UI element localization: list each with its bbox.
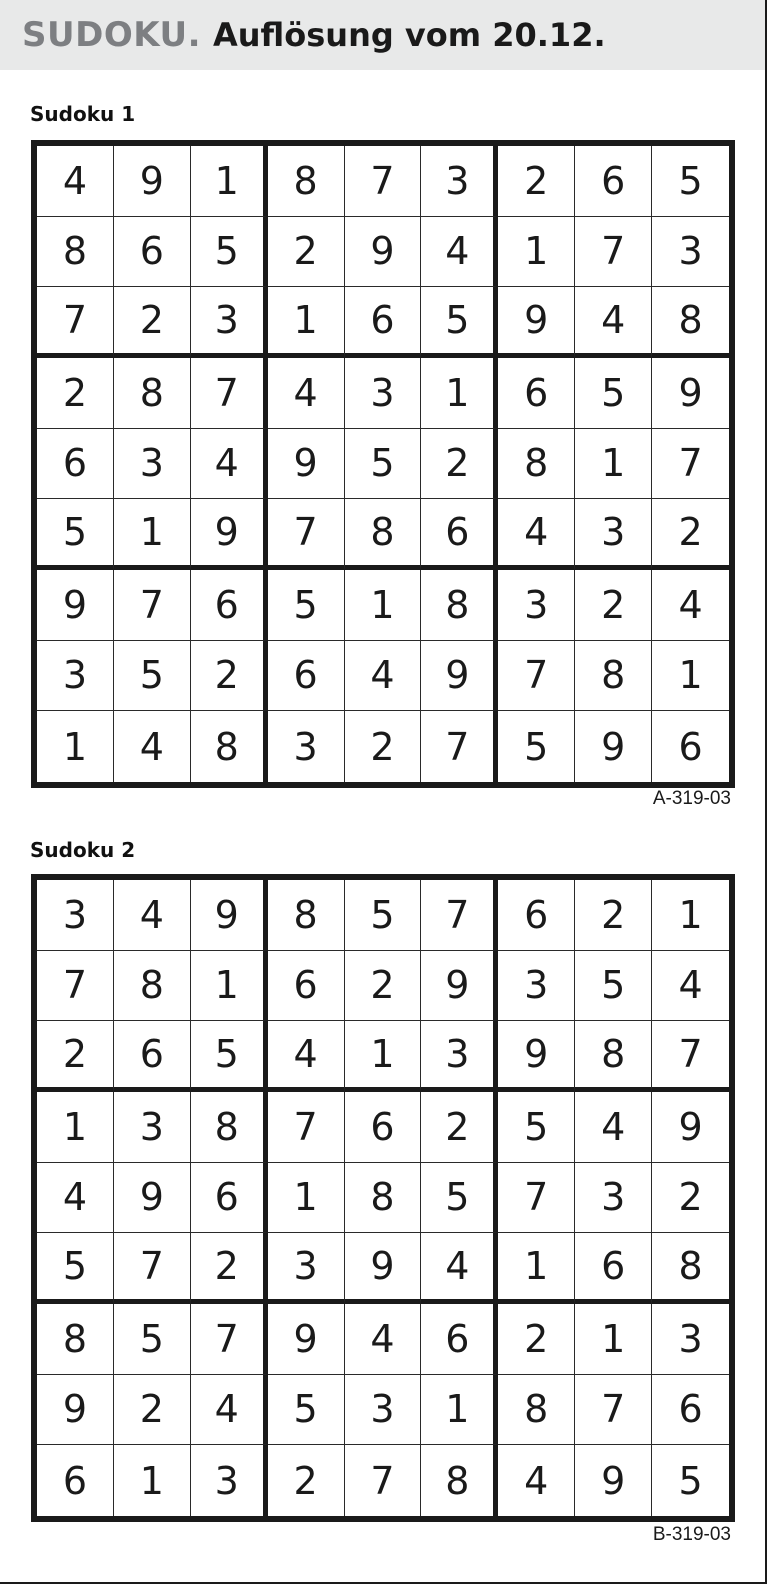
sudoku-cell: 1	[37, 1092, 114, 1163]
sudoku-cell: 7	[37, 287, 114, 358]
sudoku-cell: 4	[498, 1445, 575, 1516]
sudoku-cell: 7	[421, 880, 498, 951]
sudoku-cell: 6	[498, 358, 575, 429]
sudoku-cell: 4	[114, 711, 191, 782]
sudoku-cell: 8	[37, 1304, 114, 1375]
sudoku-cell: 3	[498, 570, 575, 641]
sudoku-cell: 3	[345, 358, 422, 429]
sudoku-cell: 4	[268, 358, 345, 429]
sudoku-cell: 8	[345, 1163, 422, 1234]
sudoku-cell: 7	[575, 1375, 652, 1446]
sudoku-cell: 8	[498, 429, 575, 500]
sudoku-cell: 6	[421, 499, 498, 570]
sudoku-cell: 5	[268, 1375, 345, 1446]
sudoku-cell: 5	[37, 499, 114, 570]
sudoku-cell: 7	[345, 1445, 422, 1516]
sudoku-cell: 4	[421, 217, 498, 288]
sudoku-cell: 7	[37, 951, 114, 1022]
sudoku-cell: 2	[498, 146, 575, 217]
sudoku-cell: 5	[498, 711, 575, 782]
sudoku-cell: 7	[652, 1021, 729, 1092]
sudoku-cell: 1	[498, 217, 575, 288]
sudoku-cell: 9	[421, 641, 498, 712]
sudoku-cell: 3	[421, 1021, 498, 1092]
sudoku-cell: 9	[37, 570, 114, 641]
sudoku-cell: 7	[421, 711, 498, 782]
sudoku-cell: 5	[652, 146, 729, 217]
sudoku-cell: 7	[114, 570, 191, 641]
sudoku-cell: 3	[652, 1304, 729, 1375]
sudoku-1-code: A-319-03	[652, 788, 731, 809]
sudoku-cell: 2	[268, 1445, 345, 1516]
sudoku-cell: 1	[268, 287, 345, 358]
sudoku-cell: 1	[421, 1375, 498, 1446]
sudoku-cell: 3	[114, 1092, 191, 1163]
sudoku-cell: 3	[268, 711, 345, 782]
sudoku-cell: 9	[498, 287, 575, 358]
sudoku-cell: 7	[345, 146, 422, 217]
sudoku-cell: 5	[114, 1304, 191, 1375]
sudoku-cell: 3	[498, 951, 575, 1022]
sudoku-cell: 8	[268, 880, 345, 951]
sudoku-cell: 5	[191, 217, 268, 288]
header-title: Auflösung vom 20.12.	[213, 16, 606, 54]
sudoku-cell: 8	[191, 711, 268, 782]
sudoku-cell: 1	[191, 951, 268, 1022]
sudoku-cell: 2	[268, 217, 345, 288]
sudoku-cell: 8	[114, 358, 191, 429]
sudoku-cell: 9	[268, 1304, 345, 1375]
sudoku-1-label: Sudoku 1	[30, 102, 136, 126]
sudoku-cell: 9	[652, 1092, 729, 1163]
sudoku-cell: 9	[652, 358, 729, 429]
sudoku-cell: 8	[191, 1092, 268, 1163]
sudoku-2-label: Sudoku 2	[30, 838, 136, 862]
sudoku-cell: 1	[575, 429, 652, 500]
sudoku-cell: 3	[114, 429, 191, 500]
sudoku-cell: 6	[575, 146, 652, 217]
sudoku-cell: 5	[345, 429, 422, 500]
sudoku-cell: 7	[652, 429, 729, 500]
sudoku-cell: 3	[37, 641, 114, 712]
sudoku-cell: 1	[114, 499, 191, 570]
sudoku-cell: 8	[268, 146, 345, 217]
sudoku-cell: 8	[37, 217, 114, 288]
sudoku-cell: 9	[421, 951, 498, 1022]
sudoku-cell: 9	[191, 499, 268, 570]
sudoku-cell: 2	[498, 1304, 575, 1375]
sudoku-cell: 2	[575, 880, 652, 951]
sudoku-cell: 7	[575, 217, 652, 288]
sudoku-cell: 8	[114, 951, 191, 1022]
sudoku-cell: 2	[114, 1375, 191, 1446]
sudoku-cell: 6	[345, 1092, 422, 1163]
sudoku-1-grid	[31, 140, 735, 788]
sudoku-cell: 5	[498, 1092, 575, 1163]
sudoku-cell: 2	[191, 1233, 268, 1304]
sudoku-cell: 6	[652, 1375, 729, 1446]
sudoku-cell: 3	[575, 1163, 652, 1234]
sudoku-cell: 8	[575, 1021, 652, 1092]
sudoku-cell: 4	[652, 951, 729, 1022]
sudoku-cell: 5	[191, 1021, 268, 1092]
sudoku-cell: 5	[345, 880, 422, 951]
sudoku-cell: 6	[191, 570, 268, 641]
sudoku-cell: 6	[421, 1304, 498, 1375]
sudoku-cell: 2	[652, 1163, 729, 1234]
sudoku-cell: 3	[191, 287, 268, 358]
sudoku-cell: 5	[37, 1233, 114, 1304]
sudoku-cell: 8	[575, 641, 652, 712]
sudoku-cell: 4	[652, 570, 729, 641]
sudoku-cell: 1	[114, 1445, 191, 1516]
sudoku-cell: 4	[37, 1163, 114, 1234]
sudoku-cell: 7	[114, 1233, 191, 1304]
sudoku-cell: 4	[421, 1233, 498, 1304]
sudoku-cell: 1	[652, 880, 729, 951]
sudoku-cell: 2	[652, 499, 729, 570]
sudoku-cell: 4	[345, 641, 422, 712]
sudoku-cell: 8	[421, 1445, 498, 1516]
sudoku-cell: 4	[575, 287, 652, 358]
sudoku-cell: 1	[652, 641, 729, 712]
sudoku-cell: 7	[191, 1304, 268, 1375]
sudoku-cell: 9	[114, 146, 191, 217]
sudoku-cell: 7	[498, 641, 575, 712]
sudoku-cell: 9	[114, 1163, 191, 1234]
sudoku-cell: 9	[345, 217, 422, 288]
sudoku-cell: 4	[345, 1304, 422, 1375]
sudoku-cell: 2	[345, 711, 422, 782]
sudoku-cell: 2	[345, 951, 422, 1022]
sudoku-cell: 3	[652, 217, 729, 288]
sudoku-cell: 6	[114, 217, 191, 288]
sudoku-cell: 3	[268, 1233, 345, 1304]
sudoku-cell: 8	[498, 1375, 575, 1446]
sudoku-cell: 1	[268, 1163, 345, 1234]
sudoku-cell: 6	[268, 951, 345, 1022]
sudoku-cell: 3	[191, 1445, 268, 1516]
sudoku-cell: 1	[37, 711, 114, 782]
sudoku-cell: 2	[37, 1021, 114, 1092]
sudoku-cell: 2	[575, 570, 652, 641]
sudoku-cell: 2	[421, 429, 498, 500]
sudoku-2-grid	[31, 874, 735, 1522]
sudoku-cell: 4	[268, 1021, 345, 1092]
sudoku-cell: 1	[345, 1021, 422, 1092]
sudoku-cell: 8	[345, 499, 422, 570]
sudoku-cell: 7	[191, 358, 268, 429]
sudoku-cell: 3	[345, 1375, 422, 1446]
sudoku-cell: 8	[421, 570, 498, 641]
sudoku-cell: 4	[191, 429, 268, 500]
sudoku-cell: 4	[191, 1375, 268, 1446]
sudoku-cell: 1	[191, 146, 268, 217]
sudoku-cell: 8	[652, 1233, 729, 1304]
sudoku-cell: 5	[678, 1458, 703, 1503]
sudoku-cell: 2	[114, 287, 191, 358]
sudoku-cell: 7	[498, 1163, 575, 1234]
sudoku-cell: 6	[575, 1233, 652, 1304]
sudoku-cell: 3	[37, 880, 114, 951]
sudoku-cell: 9	[37, 1375, 114, 1446]
sudoku-cell: 6	[678, 724, 703, 769]
sudoku-cell: 1	[345, 570, 422, 641]
sudoku-cell: 6	[191, 1163, 268, 1234]
sudoku-cell: 6	[37, 1445, 114, 1516]
header-brand: SUDOKU.	[22, 15, 201, 55]
sudoku-cell: 6	[114, 1021, 191, 1092]
header-bar	[0, 0, 765, 70]
sudoku-cell: 9	[575, 711, 652, 782]
sudoku-cell: 6	[37, 429, 114, 500]
sudoku-cell: 2	[191, 641, 268, 712]
sudoku-cell: 5	[575, 358, 652, 429]
sudoku-cell: 6	[498, 880, 575, 951]
sudoku-cell: 4	[114, 880, 191, 951]
sudoku-cell: 6	[345, 287, 422, 358]
sudoku-cell: 9	[345, 1233, 422, 1304]
sudoku-cell: 3	[575, 499, 652, 570]
sudoku-cell: 1	[421, 358, 498, 429]
sudoku-cell: 9	[268, 429, 345, 500]
sudoku-cell: 9	[575, 1445, 652, 1516]
sudoku-cell: 4	[37, 146, 114, 217]
sudoku-cell: 1	[575, 1304, 652, 1375]
sudoku-cell: 5	[421, 1163, 498, 1234]
sudoku-cell: 1	[498, 1233, 575, 1304]
sudoku-cell: 5	[421, 287, 498, 358]
sudoku-cell: 5	[114, 641, 191, 712]
sudoku-cell: 4	[575, 1092, 652, 1163]
sudoku-cell: 8	[652, 287, 729, 358]
sudoku-cell: 2	[421, 1092, 498, 1163]
sudoku-cell: 9	[191, 880, 268, 951]
sudoku-cell: 6	[268, 641, 345, 712]
sudoku-cell: 4	[498, 499, 575, 570]
sudoku-2-code: B-319-03	[652, 1524, 731, 1545]
sudoku-cell: 5	[268, 570, 345, 641]
sudoku-cell: 3	[421, 146, 498, 217]
sudoku-cell: 7	[268, 1092, 345, 1163]
sudoku-cell: 2	[37, 358, 114, 429]
sudoku-cell: 7	[268, 499, 345, 570]
sudoku-cell: 9	[498, 1021, 575, 1092]
sudoku-cell: 5	[575, 951, 652, 1022]
